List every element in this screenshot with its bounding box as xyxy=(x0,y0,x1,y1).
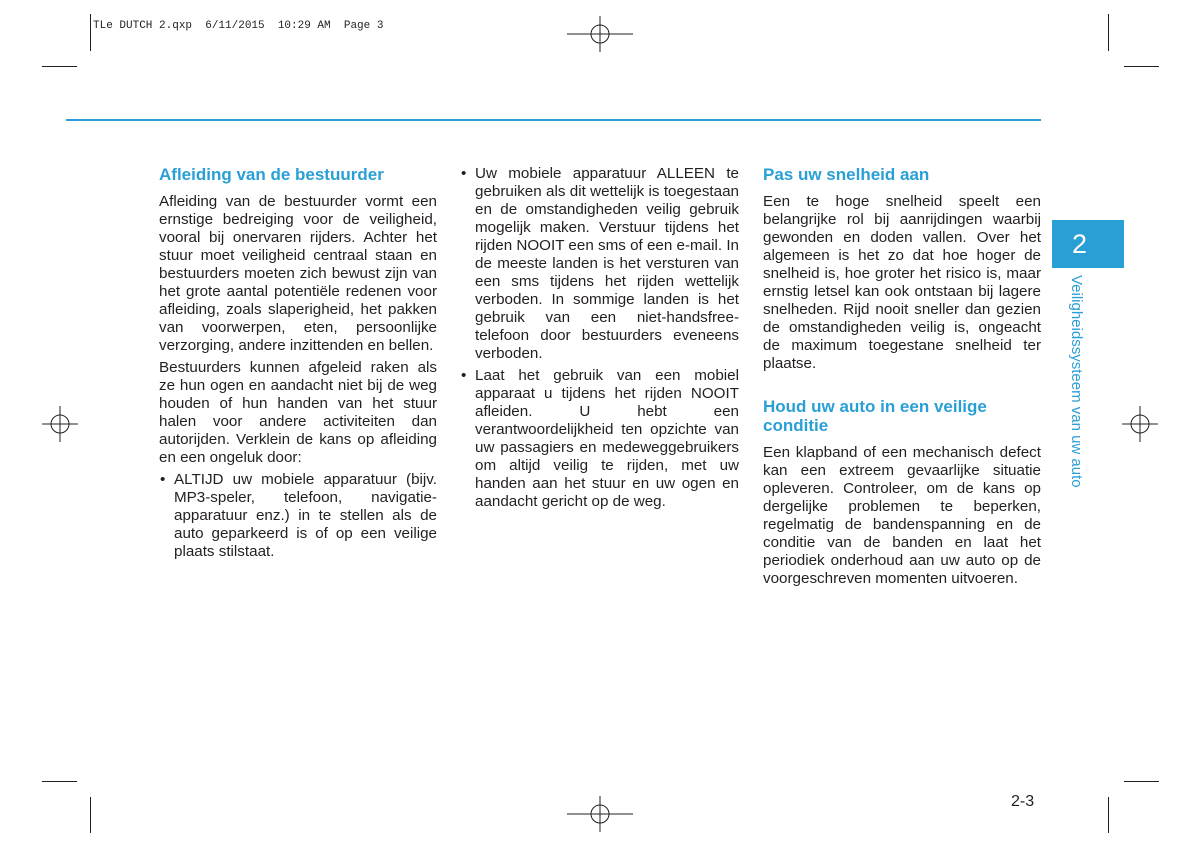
section-heading-distraction: Afleiding van de bestuurder xyxy=(159,165,384,184)
bullet-item: • Laat het gebruik van een mobiel apparaat u tijdens het rijden NOOIT afleiden. U hebt een verantwoordelijkheid ten opzichte van uw passagiers en medeweggebruikers om altijd veilig te rijden, met uw handen aan het stuur en uw ogen en aandacht gericht op de weg. xyxy=(460,367,739,511)
registration-mark-top xyxy=(567,16,633,52)
chapter-title: Veiligheidssysteem van uw auto xyxy=(1068,275,1085,488)
crop-mark-bottom-left-horizontal xyxy=(42,781,77,782)
crop-mark-top-right-vertical xyxy=(1108,14,1109,51)
body-paragraph: Een klapband of een mechanisch defect kan een extreem gevaarlijke situatie opleveren. Controleer, om de kans op dergelijke problemen te beperken, regelmatig de bandenspanning en de conditie van de banden en laat het periodiek onderhoud aan uw auto op de voorgeschreven momenten uitvoeren. xyxy=(763,444,1041,587)
registration-mark-bottom xyxy=(567,796,633,832)
body-paragraph: Bestuurders kunnen afgeleid raken als ze hun ogen en aandacht niet bij de weg houden of hun handen van het stuur halen voor andere activiteiten dan autorijden. Verklein de kans op afleiding en een ongeluk door: xyxy=(159,359,437,466)
chapter-tab xyxy=(1052,220,1124,268)
crop-mark-top-right-horizontal xyxy=(1124,66,1159,67)
body-paragraph: Een te hoge snelheid speelt een belangrijke rol bij aanrijdingen waarbij gewonden en doden vallen. Over het algemeen is het zo dat hoe hoger de snelheid is, hoe groter het risico is, maar ernstig letsel kan ook ontstaan bij lagere snelheden. Rijd nooit sneller dan gezien de omstandigheden veilig is, ongeacht de maximum toegestane snelheid ter plaatse. xyxy=(763,193,1041,372)
crop-mark-top-left-vertical xyxy=(90,14,91,51)
bullet-item: • ALTIJD uw mobiele apparatuur (bijv. MP3-speler, telefoon, navigatie-apparatuur enz.) in te stellen als de auto geparkeerd is of op een veilige plaats stilstaat. xyxy=(159,471,437,561)
bullet-item: • Uw mobiele apparatuur ALLEEN te gebruiken als dit wettelijk is toegestaan en de omstandigheden veilig gebruik mogelijk maken. Verstuur tijdens het rijden NOOIT een sms of een e-mail. In de meeste landen is het versturen van een sms tijdens het rijden wettelijk verboden. In sommige landen is het gebruik van een niet-handsfree-telefoon door bestuurders eveneens verboden. xyxy=(460,165,739,363)
column-middle xyxy=(460,165,739,515)
crop-mark-bottom-right-horizontal xyxy=(1124,781,1159,782)
crop-mark-top-left-horizontal xyxy=(42,66,77,67)
body-paragraph: Afleiding van de bestuurder vormt een ernstige bedreiging voor de veiligheid, vooral bij onervaren rijders. Achter het stuur moet veiligheid centraal staan en bestuurders moeten zich bewust zijn van het grote aantal potentiële redenen voor afleiding, zoals slaperigheid, het pakken van voorwerpen, eten, persoonlijke verzorging, andere inzittenden en bellen. xyxy=(159,193,437,354)
header-rule xyxy=(66,119,1041,121)
crop-mark-bottom-right-vertical xyxy=(1108,797,1109,833)
bullet-list xyxy=(159,471,437,561)
column-left xyxy=(159,165,437,565)
section-heading-vehicle-condition: Houd uw auto in een veilige conditie xyxy=(763,397,987,435)
bullet-list xyxy=(460,165,739,511)
printer-slug: TLe DUTCH 2.qxp 6/11/2015 10:29 AM Page 3 xyxy=(93,20,384,32)
chapter-number: 2 xyxy=(1072,229,1088,259)
page-number: 2-3 xyxy=(1011,793,1035,810)
registration-mark-right xyxy=(1122,406,1158,442)
section-heading-speed: Pas uw snelheid aan xyxy=(763,165,930,184)
crop-mark-bottom-left-vertical xyxy=(90,797,91,833)
registration-mark-left xyxy=(42,406,78,442)
column-right xyxy=(763,165,1041,592)
